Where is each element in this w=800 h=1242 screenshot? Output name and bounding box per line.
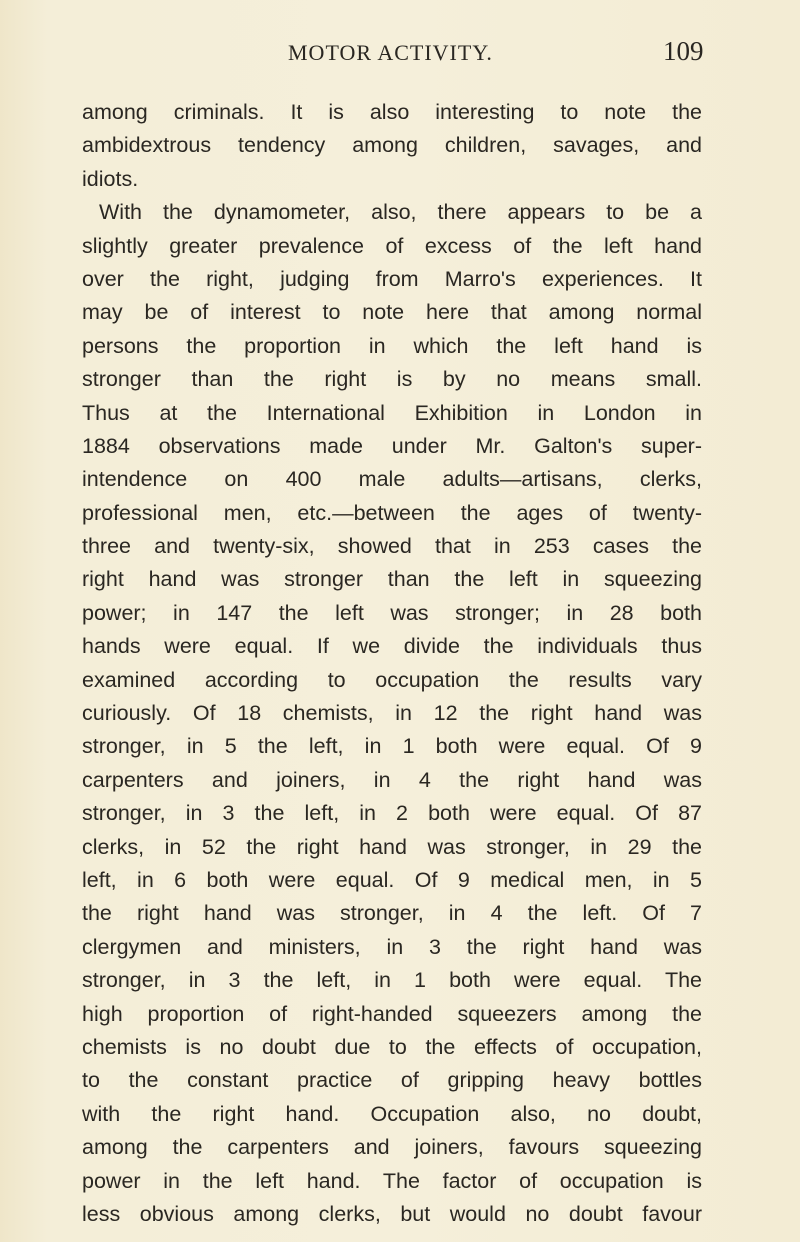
text-line: slightly greater prevalence of excess of the left hand [82, 233, 702, 258]
text-line: may be of interest to note here that among normal [82, 300, 702, 325]
text-line: examined according to occupation the results vary [82, 667, 702, 692]
text-line: power in the left hand. The factor of occupation is [82, 1168, 702, 1193]
text-line: stronger, in 3 the left, in 1 both were equal. The [82, 968, 702, 993]
text-line: three and twenty-six, showed that in 253 cases the [82, 534, 702, 559]
text-line: hands were equal. If we divide the individuals thus [82, 634, 702, 659]
text-line: persons the proportion in which the left hand is [82, 333, 702, 358]
text-line: professional men, etc.—between the ages of twenty- [82, 500, 702, 525]
text-line: stronger, in 5 the left, in 1 both were equal. Of 9 [82, 734, 702, 759]
page-header [0, 36, 800, 70]
body-text [82, 96, 702, 1231]
text-line: 1884 observations made under Mr. Galton's super- [82, 433, 702, 458]
text-line: stronger than the right is by no means small. [82, 367, 702, 392]
running-head: MOTOR ACTIVITY. [288, 40, 493, 65]
text-line: high proportion of right-handed squeezers among the [82, 1001, 702, 1026]
text-line: the right hand was stronger, in 4 the left. Of 7 [82, 901, 702, 926]
text-line: clergymen and ministers, in 3 the right hand was [82, 934, 702, 959]
text-line: to the constant practice of gripping heavy bottles [82, 1068, 702, 1093]
text-line: right hand was stronger than the left in squeezing [82, 567, 702, 592]
text-line: clerks, in 52 the right hand was stronger, in 29 the [82, 834, 702, 859]
text-line: idiots. [82, 166, 139, 191]
text-line: carpenters and joiners, in 4 the right hand was [82, 767, 702, 792]
text-line: over the right, judging from Marro's experiences. It [82, 266, 702, 291]
text-line: with the right hand. Occupation also, no doubt, [82, 1101, 702, 1126]
text-line: Thus at the International Exhibition in London in [82, 400, 702, 425]
text-line: among the carpenters and joiners, favours squeezing [82, 1135, 702, 1160]
text-line: power; in 147 the left was stronger; in 28 both [82, 600, 702, 625]
text-line: With the dynamometer, also, there appears to be a [99, 200, 702, 225]
text-line: left, in 6 both were equal. Of 9 medical men, in 5 [82, 867, 702, 892]
text-line: intendence on 400 male adults—artisans, clerks, [82, 467, 702, 492]
text-line: ambidextrous tendency among children, savages, and [82, 133, 702, 158]
page-number: 109 [663, 36, 704, 66]
text-line: curiously. Of 18 chemists, in 12 the right hand was [82, 701, 702, 726]
text-line: among criminals. It is also interesting to note the [82, 100, 702, 124]
text-line: less obvious among clerks, but would no doubt favour [82, 1201, 702, 1226]
text-line: chemists is no doubt due to the effects of occupation, [82, 1034, 702, 1059]
text-line: stronger, in 3 the left, in 2 both were equal. Of 87 [82, 801, 702, 826]
